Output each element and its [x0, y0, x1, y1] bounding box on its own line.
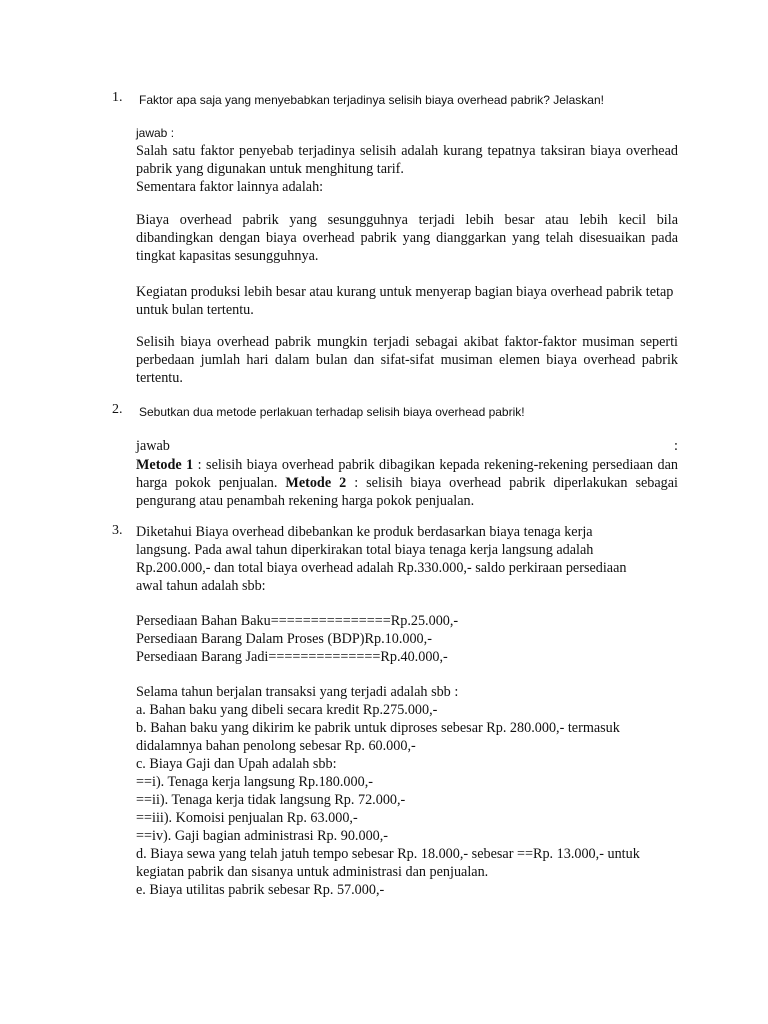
transaction-b-line-2: didalamnya bahan penolong sebesar Rp. 60.000,- — [136, 738, 416, 754]
inventory-line-finished-goods: Persediaan Barang Jadi==============Rp.40.000,- — [136, 649, 448, 665]
question-2-number: 2. — [112, 402, 123, 417]
question-1-paragraph-1: Salah satu faktor penyebab terjadinya selisih adalah kurang tepatnya taksiran biaya overhead pabrik yang digunakan untuk menghitung tarif. — [136, 143, 678, 177]
question-2-answer-colon: : — [674, 438, 678, 454]
question-1-paragraph-3: Kegiatan produksi lebih besar atau kurang untuk menyerap bagian biaya overhead pabrik tetap untuk bulan tertentu. — [136, 284, 674, 318]
transaction-c: c. Biaya Gaji dan Upah adalah sbb: — [136, 756, 337, 772]
question-2-answer-row — [136, 437, 678, 455]
question-2-text: Sebutkan dua metode perlakuan terhadap selisih biaya overhead pabrik! — [139, 405, 525, 419]
question-1-paragraph-4: Selisih biaya overhead pabrik mungkin terjadi sebagai akibat faktor-faktor musiman seperti perbedaan jumlah hari dalam bulan dan sifat-sifat musiman elemen biaya overhead pabrik tertentu. — [136, 334, 678, 386]
transaction-c-i: ==i). Tenaga kerja langsung Rp.180.000,- — [136, 774, 373, 790]
inventory-line-wip: Persediaan Barang Dalam Proses (BDP)Rp.10.000,- — [136, 631, 432, 647]
transaction-c-ii: ==ii). Tenaga kerja tidak langsung Rp. 72.000,- — [136, 792, 406, 808]
question-1-number: 1. — [112, 90, 123, 105]
transaction-c-iv: ==iv). Gaji bagian administrasi Rp. 90.000,- — [136, 828, 389, 844]
transaction-d-line-2: kegiatan pabrik dan sisanya untuk administrasi dan penjualan. — [136, 864, 489, 880]
transaction-b-line-1: b. Bahan baku yang dikirim ke pabrik untuk diproses sebesar Rp. 280.000,- termasuk — [136, 720, 620, 736]
question-3-intro-line-3: Rp.200.000,- dan total biaya overhead adalah Rp.330.000,- saldo perkiraan persediaan — [136, 560, 627, 576]
question-1-paragraph-1b: Sementara faktor lainnya adalah: — [136, 179, 324, 195]
question-1-paragraph-2: Biaya overhead pabrik yang sesungguhnya terjadi lebih besar atau lebih kecil bila dibandingkan dengan biaya overhead pabrik yang dianggarkan yang telah disesuaikan pada tingkat kapasitas sesungguhnya. — [136, 212, 678, 264]
question-2-answer-label: jawab — [136, 438, 170, 454]
question-1-answer-label: jawab : — [136, 126, 175, 140]
transaction-d-line-1: d. Biaya sewa yang telah jatuh tempo sebesar Rp. 18.000,- sebesar ==Rp. 13.000,- untuk — [136, 846, 640, 862]
metode-1-text: : selisih biaya overhead pabrik dibagikan kepada rekening-rekening persediaan dan harga pokok penjualan. — [136, 457, 678, 491]
transaction-a: a. Bahan baku yang dibeli secara kredit Rp.275.000,- — [136, 702, 438, 718]
transaction-e: e. Biaya utilitas pabrik sebesar Rp. 57.000,- — [136, 882, 385, 898]
question-3-number: 3. — [112, 523, 123, 538]
inventory-line-raw-materials: Persediaan Bahan Baku===============Rp.25.000,- — [136, 613, 459, 629]
metode-2-label: Metode 2 — [285, 475, 347, 491]
metode-2-text: : selisih biaya overhead pabrik diperlakukan sebagai pengurang atau penambah rekening harga pokok penjualan. — [136, 475, 678, 509]
question-3-intro-line-1: Diketahui Biaya overhead dibebankan ke produk berdasarkan biaya tenaga kerja — [136, 524, 593, 540]
question-2-answer-body — [136, 456, 678, 510]
metode-1-label: Metode 1 — [136, 457, 194, 473]
transactions-intro: Selama tahun berjalan transaksi yang terjadi adalah sbb : — [136, 684, 459, 700]
question-3-intro-line-2: langsung. Pada awal tahun diperkirakan total biaya tenaga kerja langsung adalah — [136, 542, 594, 558]
question-3-intro-line-4: awal tahun adalah sbb: — [136, 578, 266, 594]
transaction-c-iii: ==iii). Komoisi penjualan Rp. 63.000,- — [136, 810, 358, 826]
question-1-text: Faktor apa saja yang menyebabkan terjadinya selisih biaya overhead pabrik? Jelaskan! — [139, 93, 604, 107]
